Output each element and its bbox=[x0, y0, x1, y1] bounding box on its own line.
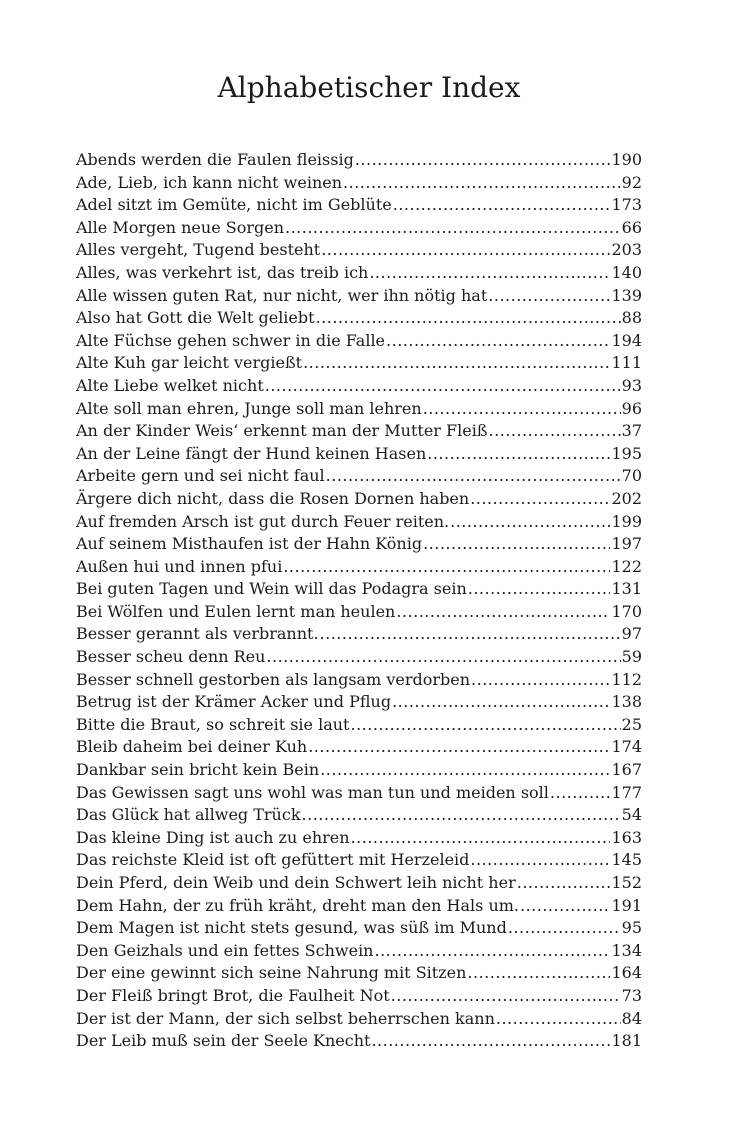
index-entry bbox=[76, 1008, 642, 1031]
dot-leader bbox=[316, 307, 621, 330]
entry-text: Bei Wölfen und Eulen lernt man heulen bbox=[76, 601, 396, 621]
entry-page-number: 145 bbox=[611, 850, 642, 870]
dot-leader bbox=[488, 285, 610, 308]
entry-page-number: 111 bbox=[611, 353, 642, 373]
index-entry bbox=[76, 669, 642, 692]
entry-text: An der Leine fängt der Hund keinen Hasen bbox=[76, 443, 427, 463]
entry-page-number: 84 bbox=[621, 1008, 642, 1028]
entry-page-number: 66 bbox=[621, 217, 642, 237]
dot-leader bbox=[320, 759, 610, 782]
entry-text: Besser schnell gestorben als langsam verdorben bbox=[76, 669, 471, 689]
index-list bbox=[76, 149, 642, 1053]
entry-text: Alte Füchse gehen schwer in die Falle bbox=[76, 330, 386, 350]
index-entry bbox=[76, 782, 642, 805]
entry-text: Ade, Lieb, ich kann nicht weinen bbox=[76, 172, 343, 192]
dot-leader bbox=[468, 578, 611, 601]
entry-text: Alte Kuh gar leicht vergießt bbox=[76, 353, 303, 373]
entry-text: Dankbar sein bricht kein Bein bbox=[76, 760, 320, 780]
entry-text: An der Kinder Weis‘ erkennt man der Mutter Fleiß bbox=[76, 421, 488, 441]
entry-page-number: 92 bbox=[621, 172, 642, 192]
entry-text: Das Glück hat allweg Trück bbox=[76, 805, 301, 825]
entry-text: Alles, was verkehrt ist, das treib ich bbox=[76, 262, 369, 282]
dot-leader bbox=[351, 827, 611, 850]
entry-text: Arbeite gern und sei nicht faul bbox=[76, 466, 325, 486]
dot-leader bbox=[423, 533, 610, 556]
dot-leader bbox=[423, 398, 621, 421]
dot-leader bbox=[374, 940, 610, 963]
index-entry bbox=[76, 1030, 642, 1053]
index-entry bbox=[76, 759, 642, 782]
index-entry bbox=[76, 330, 642, 353]
dot-leader bbox=[343, 172, 621, 195]
dot-leader bbox=[320, 623, 621, 646]
entry-text: Außen hui und innen pfui bbox=[76, 556, 283, 576]
dot-leader bbox=[517, 872, 611, 895]
dot-leader bbox=[450, 511, 610, 534]
entry-page-number: 59 bbox=[621, 647, 642, 667]
entry-page-number: 152 bbox=[611, 873, 642, 892]
entry-page-number: 177 bbox=[611, 782, 642, 802]
entry-text: Alte soll man ehren, Junge soll man lehren bbox=[76, 398, 422, 418]
entry-page-number: 25 bbox=[621, 714, 642, 734]
entry-text: Ärgere dich nicht, dass die Rosen Dornen haben bbox=[76, 488, 470, 508]
entry-text: Dem Magen ist nicht stets gesund, was süß im Mund bbox=[76, 918, 507, 938]
index-entry bbox=[76, 804, 642, 827]
entry-page-number: 202 bbox=[611, 488, 642, 508]
entry-page-number: 70 bbox=[621, 466, 642, 486]
dot-leader bbox=[266, 646, 620, 669]
dot-leader bbox=[303, 352, 610, 375]
entry-text: Dein Pferd, dein Weib und dein Schwert leih nicht her bbox=[76, 873, 516, 892]
entry-page-number: 139 bbox=[611, 285, 642, 305]
dot-leader bbox=[550, 782, 611, 805]
dot-leader bbox=[470, 849, 610, 872]
entry-text: Der Leib muß sein der Seele Knecht bbox=[76, 1031, 371, 1051]
dot-leader bbox=[393, 194, 611, 217]
entry-text: Alle Morgen neue Sorgen bbox=[76, 217, 284, 237]
dot-leader bbox=[496, 1008, 621, 1031]
index-entry bbox=[76, 646, 642, 669]
index-entry bbox=[76, 714, 642, 737]
index-entry bbox=[76, 917, 642, 940]
index-entry bbox=[76, 443, 642, 466]
dot-leader bbox=[427, 443, 610, 466]
entry-text: Besser gerannt als verbrannt. bbox=[76, 624, 319, 644]
index-entry bbox=[76, 623, 642, 646]
entry-text: Bitte die Braut, so schreit sie laut bbox=[76, 714, 350, 734]
dot-leader bbox=[392, 691, 610, 714]
entry-page-number: 197 bbox=[611, 534, 642, 554]
entry-page-number: 134 bbox=[611, 940, 642, 960]
entry-page-number: 173 bbox=[611, 195, 642, 215]
entry-page-number: 174 bbox=[611, 737, 642, 757]
entry-text: Der Fleiß bringt Brot, die Faulheit Not bbox=[76, 985, 390, 1005]
index-entry bbox=[76, 895, 642, 918]
dot-leader bbox=[520, 895, 610, 918]
index-entry bbox=[76, 194, 642, 217]
entry-page-number: 96 bbox=[621, 398, 642, 418]
dot-leader bbox=[470, 488, 610, 511]
dot-leader bbox=[302, 804, 621, 827]
entry-text: Abends werden die Faulen fleissig bbox=[76, 150, 354, 169]
index-entry bbox=[76, 578, 642, 601]
page-title: Alphabetischer Index bbox=[217, 71, 521, 104]
entry-text: Auf seinem Misthaufen ist der Hahn König bbox=[76, 534, 423, 554]
entry-page-number: 122 bbox=[611, 556, 642, 576]
dot-leader bbox=[350, 714, 620, 737]
dot-leader bbox=[396, 601, 610, 624]
index-entry bbox=[76, 985, 642, 1008]
index-entry bbox=[76, 736, 642, 759]
entry-page-number: 88 bbox=[621, 308, 642, 328]
entry-page-number: 138 bbox=[611, 692, 642, 712]
index-entry bbox=[76, 511, 642, 534]
index-entry bbox=[76, 307, 642, 330]
entry-page-number: 163 bbox=[611, 827, 642, 847]
dot-leader bbox=[371, 1030, 610, 1053]
entry-page-number: 54 bbox=[621, 805, 642, 825]
index-entry bbox=[76, 375, 642, 398]
entry-page-number: 203 bbox=[611, 240, 642, 260]
entry-page-number: 167 bbox=[611, 760, 642, 780]
dot-leader bbox=[265, 375, 621, 398]
entry-text: Das reichste Kleid ist oft gefüttert mit Herzeleid bbox=[76, 850, 470, 870]
index-entry bbox=[76, 352, 642, 375]
dot-leader bbox=[391, 985, 621, 1008]
entry-page-number: 170 bbox=[611, 601, 642, 621]
index-entry bbox=[76, 962, 642, 985]
entry-text: Auf fremden Arsch ist gut durch Feuer reiten. bbox=[76, 511, 450, 531]
dot-leader bbox=[467, 962, 610, 985]
entry-text: Alle wissen guten Rat, nur nicht, wer ihn nötig hat bbox=[76, 285, 488, 305]
entry-text: Adel sitzt im Gemüte, nicht im Geblüte bbox=[76, 195, 392, 215]
dot-leader bbox=[326, 465, 621, 488]
dot-leader bbox=[355, 149, 611, 172]
entry-text: Der ist der Mann, der sich selbst beherrschen kann bbox=[76, 1008, 495, 1028]
dot-leader bbox=[386, 330, 610, 353]
index-entry bbox=[76, 149, 642, 172]
entry-text: Betrug ist der Krämer Acker und Pflug bbox=[76, 692, 392, 712]
dot-leader bbox=[489, 420, 621, 443]
entry-text: Das Gewissen sagt uns wohl was man tun und meiden soll bbox=[76, 782, 549, 802]
entry-text: Bleib daheim bei deiner Kuh bbox=[76, 737, 308, 757]
index-entry bbox=[76, 601, 642, 624]
index-entry bbox=[76, 420, 642, 443]
dot-leader bbox=[308, 736, 610, 759]
entry-text: Den Geizhals und ein fettes Schwein bbox=[76, 940, 374, 960]
index-entry bbox=[76, 217, 642, 240]
entry-text: Bei guten Tagen und Wein will das Podagra sein bbox=[76, 579, 467, 599]
entry-page-number: 131 bbox=[611, 579, 642, 599]
entry-page-number: 37 bbox=[621, 421, 642, 441]
entry-text: Also hat Gott die Welt geliebt bbox=[76, 308, 315, 328]
entry-page-number: 199 bbox=[611, 511, 642, 531]
entry-page-number: 73 bbox=[621, 985, 642, 1005]
entry-text: Alles vergeht, Tugend besteht bbox=[76, 240, 321, 260]
entry-page-number: 95 bbox=[621, 918, 642, 938]
index-entry bbox=[76, 465, 642, 488]
entry-page-number: 190 bbox=[611, 150, 642, 169]
index-entry bbox=[76, 940, 642, 963]
index-entry bbox=[76, 827, 642, 850]
dot-leader bbox=[283, 556, 610, 579]
entry-page-number: 191 bbox=[611, 895, 642, 915]
entry-page-number: 93 bbox=[621, 375, 642, 395]
entry-page-number: 194 bbox=[611, 330, 642, 350]
entry-page-number: 140 bbox=[611, 262, 642, 282]
dot-leader bbox=[508, 917, 621, 940]
index-entry bbox=[76, 533, 642, 556]
dot-leader bbox=[321, 239, 610, 262]
entry-page-number: 112 bbox=[611, 669, 642, 689]
dot-leader bbox=[369, 262, 610, 285]
entry-text: Der eine gewinnt sich seine Nahrung mit Sitzen bbox=[76, 963, 467, 983]
entry-text: Das kleine Ding ist auch zu ehren bbox=[76, 827, 350, 847]
index-entry bbox=[76, 172, 642, 195]
index-entry bbox=[76, 872, 642, 895]
index-entry bbox=[76, 239, 642, 262]
entry-page-number: 97 bbox=[621, 624, 642, 644]
entry-text: Besser scheu denn Reu bbox=[76, 647, 266, 667]
index-entry bbox=[76, 488, 642, 511]
entry-page-number: 164 bbox=[611, 963, 642, 983]
entry-page-number: 181 bbox=[611, 1031, 642, 1051]
entry-text: Alte Liebe welket nicht bbox=[76, 375, 264, 395]
entry-text: Dem Hahn, der zu früh kräht, dreht man den Hals um. bbox=[76, 895, 519, 915]
index-entry bbox=[76, 262, 642, 285]
index-entry bbox=[76, 849, 642, 872]
index-entry bbox=[76, 556, 642, 579]
index-entry bbox=[76, 398, 642, 421]
dot-leader bbox=[471, 669, 610, 692]
index-entry bbox=[76, 285, 642, 308]
entry-page-number: 195 bbox=[611, 443, 642, 463]
dot-leader bbox=[285, 217, 621, 240]
index-entry bbox=[76, 691, 642, 714]
